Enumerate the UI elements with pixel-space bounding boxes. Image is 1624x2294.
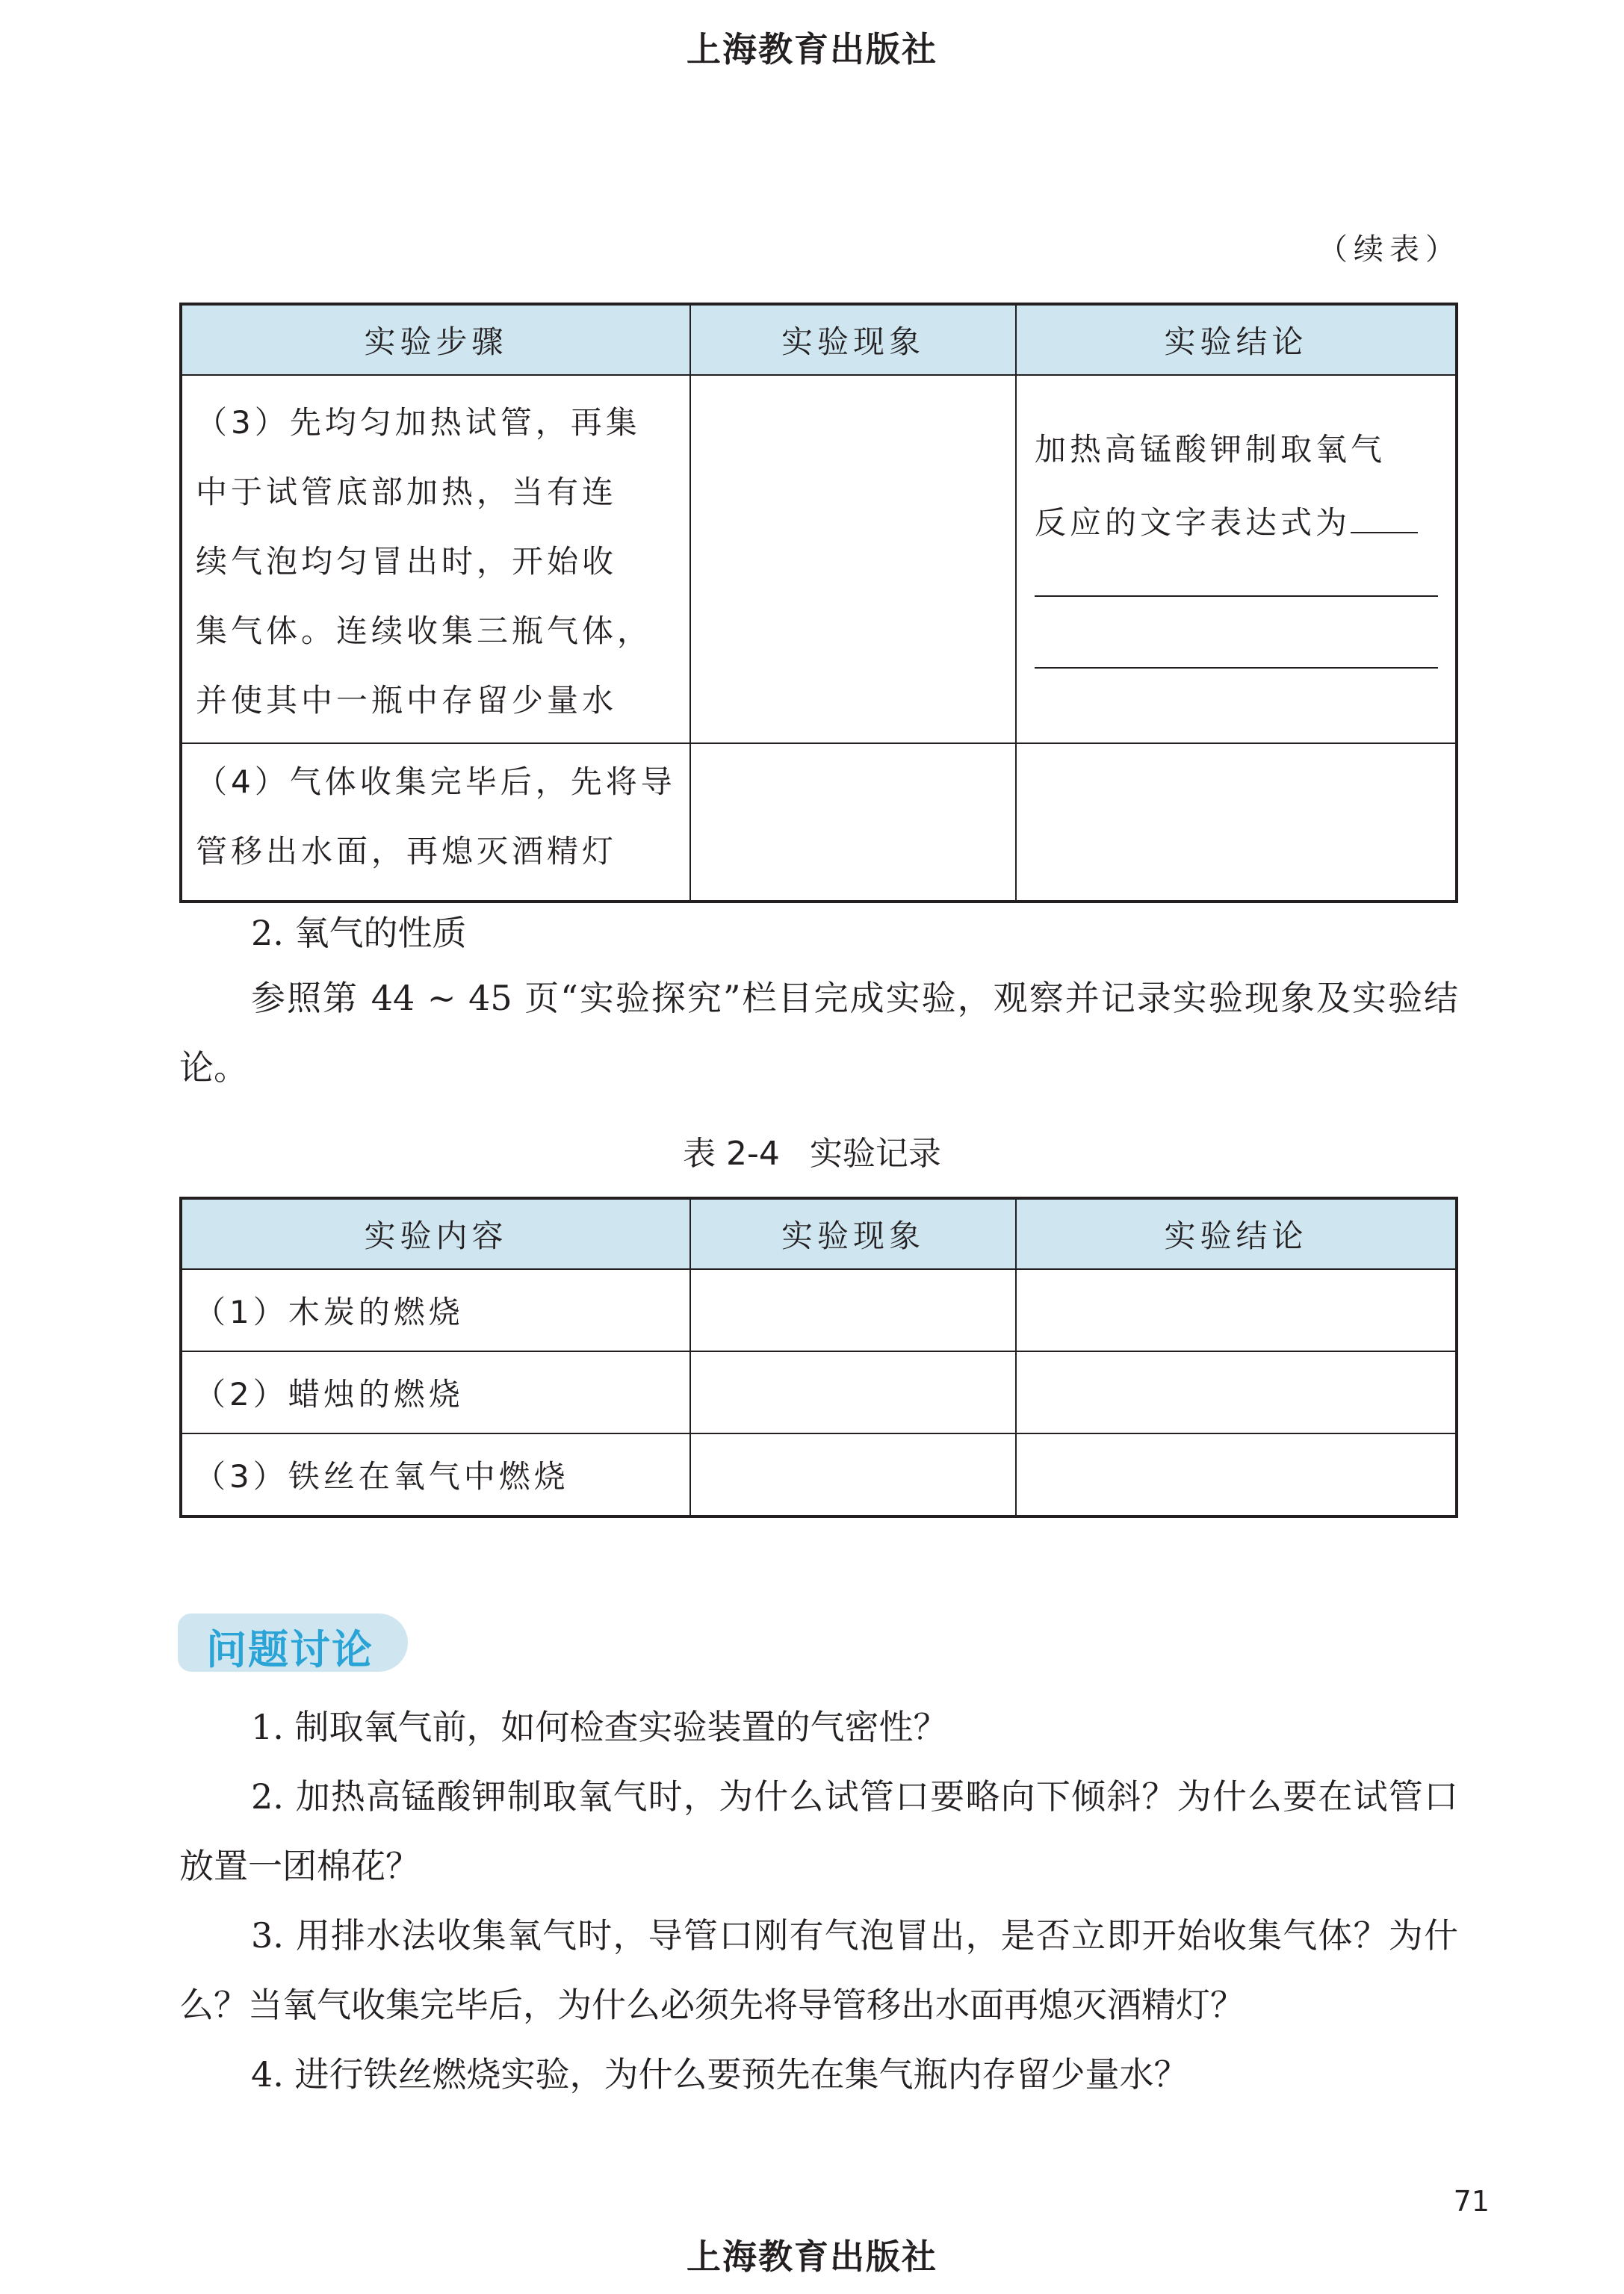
question-item: 2. 加热高锰酸钾制取氧气时，为什么试管口要略向下倾斜？为什么要在试管口放置一团棉花？ xyxy=(179,1776,1458,1886)
header-conclusion: 实验结论 xyxy=(1016,304,1457,375)
conclusion-cell[interactable] xyxy=(1016,1269,1457,1351)
conclusion-line: 反应的文字表达式为 xyxy=(1035,504,1351,541)
step-line: 管移出水面，再熄灭酒精灯 xyxy=(196,833,618,869)
step-line: 并使其中一瓶中存留少量水 xyxy=(196,682,618,719)
table-row xyxy=(181,1433,1457,1516)
phenomenon-cell[interactable] xyxy=(690,1269,1016,1351)
question-item: 3. 用排水法收集氧气时，导管口刚有气泡冒出，是否立即开始收集气体？为什么？当氧气收集完毕后，为什么必须先将导管移出水面再熄灭酒精灯？ xyxy=(179,1915,1458,2025)
table-row xyxy=(181,1351,1457,1433)
publisher-footer: 上海教育出版社 xyxy=(687,2236,937,2277)
instruction-paragraph: 参照第 44 ~ 45 页“实验探究”栏目完成实验，观察并记录实验现象及实验结论。 xyxy=(179,978,1458,1088)
content-cell: （3）铁丝在氧气中燃烧 xyxy=(181,1433,690,1516)
conclusion-cell[interactable] xyxy=(1016,743,1457,902)
phenomenon-cell[interactable] xyxy=(690,743,1016,902)
header-step: 实验步骤 xyxy=(181,304,690,375)
answer-blank[interactable] xyxy=(1351,502,1418,533)
step-cell xyxy=(181,743,690,902)
discussion-badge xyxy=(178,1613,408,1672)
answer-blank-line[interactable] xyxy=(1035,667,1438,669)
step-line: （3）先均匀加热试管，再集 xyxy=(196,404,641,441)
publisher-header: 上海教育出版社 xyxy=(687,29,937,69)
conclusion-line: 加热高锰酸钾制取氧气 xyxy=(1035,431,1386,468)
page-number: 71 xyxy=(1453,2185,1490,2218)
table-row xyxy=(181,1269,1457,1351)
step-line: （4）气体收集完毕后，先将导 xyxy=(196,763,676,800)
discussion-title: 问题讨论 xyxy=(206,1626,374,1673)
table-caption-number: 表 2-4 xyxy=(683,1135,780,1173)
table-row xyxy=(181,375,1457,743)
step-line: 中于试管底部加热，当有连 xyxy=(196,474,618,510)
discussion-questions xyxy=(179,1693,1458,2109)
conclusion-cell[interactable] xyxy=(1016,1351,1457,1433)
header-phenomenon: 实验现象 xyxy=(690,304,1016,375)
table-header-row xyxy=(181,1198,1457,1269)
step-line: 集气体。连续收集三瓶气体， xyxy=(196,613,653,649)
phenomenon-cell[interactable] xyxy=(690,1433,1016,1516)
table-row xyxy=(181,743,1457,902)
header-phenomenon: 实验现象 xyxy=(690,1198,1016,1269)
table-header-row xyxy=(181,304,1457,375)
experiment-record-table xyxy=(179,1197,1458,1518)
header-conclusion: 实验结论 xyxy=(1016,1198,1457,1269)
content-cell: （1）木炭的燃烧 xyxy=(181,1269,690,1351)
phenomenon-cell[interactable] xyxy=(690,375,1016,743)
section-heading: 2. 氧气的性质 xyxy=(251,913,467,953)
conclusion-cell xyxy=(1016,375,1457,743)
continued-record-table xyxy=(179,303,1458,903)
step-cell xyxy=(181,375,690,743)
answer-blank-line[interactable] xyxy=(1035,595,1438,597)
continued-label: （续表） xyxy=(1318,232,1461,267)
phenomenon-cell[interactable] xyxy=(690,1351,1016,1433)
question-item: 4. 进行铁丝燃烧实验，为什么要预先在集气瓶内存留少量水？ xyxy=(251,2054,1188,2095)
header-content: 实验内容 xyxy=(181,1198,690,1269)
table-caption xyxy=(0,1126,1624,1174)
content-cell: （2）蜡烛的燃烧 xyxy=(181,1351,690,1433)
step-line: 续气泡均匀冒出时，开始收 xyxy=(196,543,618,580)
conclusion-cell[interactable] xyxy=(1016,1433,1457,1516)
question-item: 1. 制取氧气前，如何检查实验装置的气密性？ xyxy=(251,1707,948,1747)
table-caption-title: 实验记录 xyxy=(809,1135,941,1173)
